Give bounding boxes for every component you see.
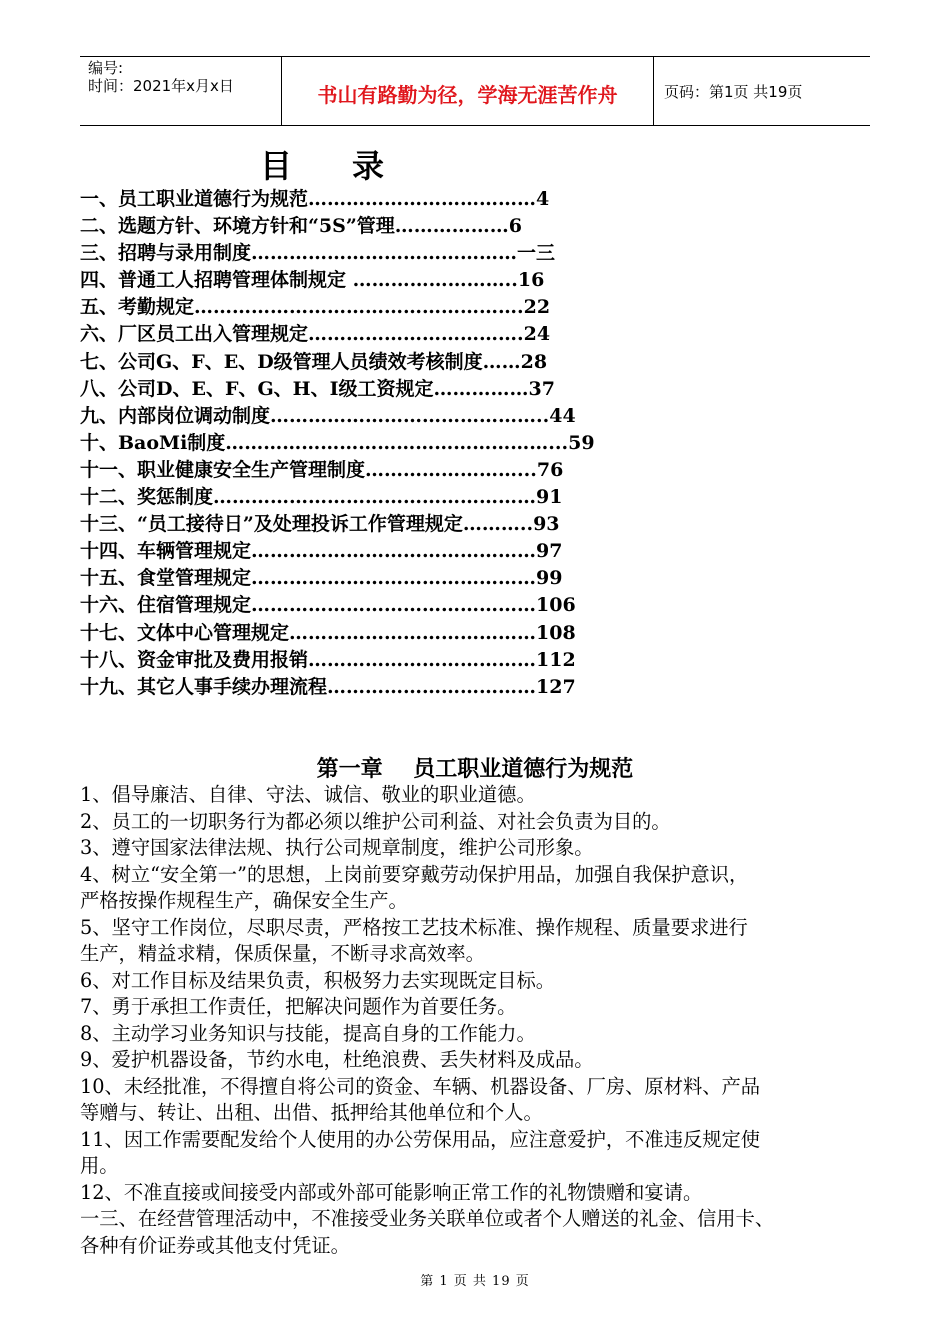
header-motto: 书山有路勤为径，学海无涯苦作舟 — [317, 83, 618, 107]
body-line: 6、对工作目标及结果负责，积极努力去实现既定目标。 — [80, 968, 556, 992]
toc-item[interactable]: 五、考勤规定…………………………………………….22 — [80, 296, 551, 319]
toc-item[interactable]: 七、公司G、F、E、D级管理人员绩效考核制度……28 — [80, 350, 548, 373]
chapter-title: 第一章 员工职业道德行为规范 — [316, 756, 634, 782]
toc-item[interactable]: 十八、资金审批及费用报销………………………………112 — [80, 648, 576, 671]
toc-item[interactable]: 十九、其它人事手续办理流程……………………………127 — [80, 675, 576, 698]
body-line: 10、未经批准，不得擅自将公司的资金、车辆、机器设备、厂房、原材料、产品 — [80, 1074, 761, 1098]
toc-item[interactable]: 三、招聘与录用制度……………………………………一三 — [80, 242, 556, 265]
body-line: 一三、在经营管理活动中，不准接受业务关联单位或者个人赠送的礼金、信用卡、 — [80, 1207, 775, 1230]
body-line: 生产，精益求精，保质保量，不断寻求高效率。 — [80, 942, 485, 965]
body-line: 12、不准直接或间接受内部或外部可能影响正常工作的礼物馈赠和宴请。 — [80, 1180, 703, 1204]
toc-item[interactable]: 九、内部岗位调动制度……………………………………..44 — [80, 404, 576, 427]
toc-title: 目录 — [260, 147, 445, 185]
header-meta — [88, 59, 234, 95]
toc-item[interactable]: 十三、“员工接待日”及处理投诉工作管理规定………..93 — [80, 513, 560, 536]
toc-item[interactable]: 八、公司D、E、F、G、H、I级工资规定……………37 — [80, 377, 555, 400]
toc-item[interactable]: 十二、奖惩制度……………………………………………91 — [80, 486, 563, 509]
toc-item[interactable]: 十七、文体中心管理规定…………………………………108 — [80, 621, 576, 644]
page-footer: 第 1 页 共 19 页 — [420, 1274, 530, 1289]
table-of-contents — [80, 186, 595, 701]
body-line: 7、勇于承担工作责任，把解决问题作为首要任务。 — [80, 995, 517, 1018]
toc-item[interactable]: 二、选题方针、环境方针和“5S”管理………………6 — [80, 215, 523, 238]
body-line: 8、主动学习业务知识与技能，提高自身的工作能力。 — [80, 1021, 536, 1045]
body-line: 等赠与、转让、出租、出借、抵押给其他单位和个人。 — [80, 1101, 543, 1124]
body-line: 2、员工的一切职务行为都必须以维护公司利益、对社会负责为目的。 — [80, 809, 671, 833]
body-line: 11、因工作需要配发给个人使用的办公劳保用品，应注意爱护，不准违反规定使 — [80, 1127, 761, 1151]
chapter-body — [80, 782, 880, 1259]
toc-item[interactable]: 十五、食堂管理规定………………………………………99 — [80, 567, 563, 590]
page-header — [80, 56, 870, 126]
header-page-info: 页码：第1页 共19页 — [664, 83, 803, 101]
toc-item[interactable]: 十四、车辆管理规定………………………………………97 — [80, 540, 563, 563]
toc-item[interactable]: 十一、职业健康安全生产管理制度……………………...76 — [80, 458, 564, 481]
body-line: 严格按操作规程生产，确保安全生产。 — [80, 889, 408, 912]
body-line: 1、倡导廉洁、自律、守法、诚信、敬业的职业道德。 — [80, 783, 536, 806]
header-divider — [653, 57, 654, 125]
header-time-label: 时间：2021年x月x日 — [88, 77, 234, 95]
body-line: 各种有价证券或其他支付凭证。 — [80, 1233, 350, 1257]
toc-item[interactable]: 六、厂区员工出入管理规定…………………………….24 — [80, 323, 551, 346]
header-number-label: 编号: — [88, 59, 124, 77]
toc-item[interactable]: 十、BaoMi制度……………………………………………...59 — [80, 431, 595, 454]
body-line: 用。 — [80, 1154, 119, 1177]
body-line: 4、树立“安全第一”的思想，上岗前要穿戴劳动保护用品，加强自我保护意识， — [80, 862, 749, 886]
toc-item[interactable]: 一、员工职业道德行为规范………………………………4 — [80, 188, 550, 210]
toc-item[interactable]: 十六、住宿管理规定………………………………………106 — [80, 594, 576, 617]
toc-item[interactable]: 四、普通工人招聘管理体制规定 ……………………..16 — [80, 269, 545, 292]
body-line: 3、遵守国家法律法规、执行公司规章制度，维护公司形象。 — [80, 836, 594, 859]
body-line: 5、坚守工作岗位，尽职尽责，严格按工艺技术标准、操作规程、质量要求进行 — [80, 915, 748, 939]
body-line: 9、爱护机器设备，节约水电，杜绝浪费、丢失材料及成品。 — [80, 1048, 594, 1071]
